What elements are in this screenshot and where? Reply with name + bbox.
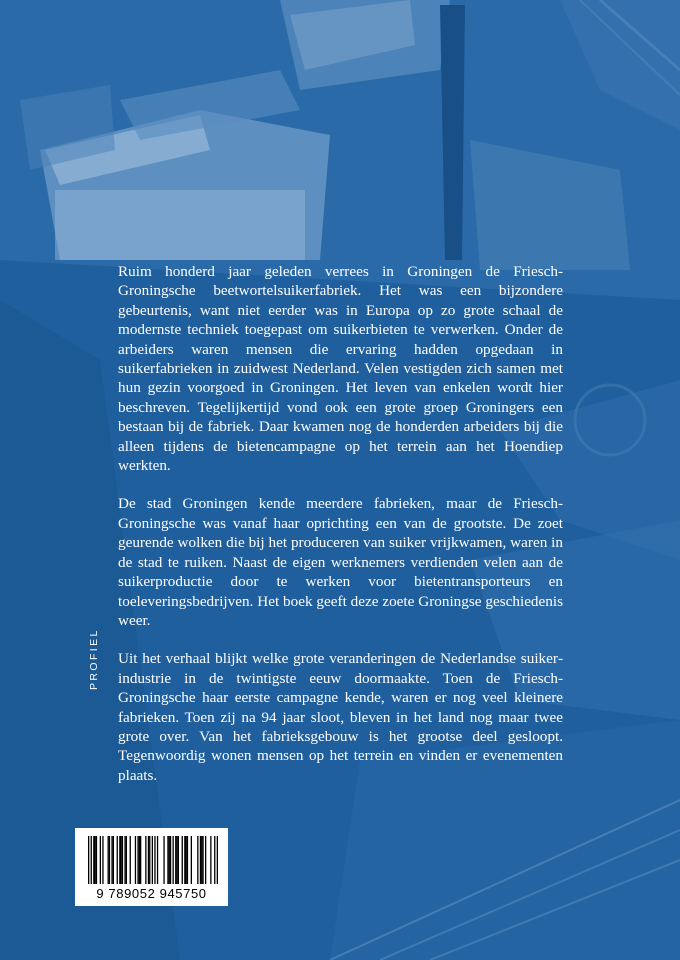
barcode-bar [205,836,206,884]
barcode-bar [173,836,174,884]
barcode-bar [152,836,153,884]
barcode-bar [163,836,164,884]
barcode-bar [96,836,97,884]
blurb-paragraph-2: De stad Groningen kende meerdere fabrieken, maar de Friesch-Groningsche was vanaf haar oprichting een van de grootste. De zoet geurende wolken die bij het produceren van suiker vrijkwamen, waren in de stad te ruiken. Naast de eigen werknemers verdienden velen aan de suikerproductie door te werken voor bietentransporteurs en toeleveringsbedrijven. Het boek geeft deze zoete Groningse geschiedenis weer. [118,495,563,629]
barcode-bar [186,836,187,884]
barcode-bar [111,836,112,884]
barcode-bar [170,836,171,884]
barcode-bar [109,836,110,884]
barcode-bar [117,836,118,884]
barcode-bar [154,836,155,884]
barcode-bar [137,836,138,884]
barcode-bar [140,836,141,884]
barcode-bar [121,836,122,884]
barcode-bar [126,836,127,884]
barcode-bar [210,836,211,884]
blurb-paragraph-1: Ruim honderd jaar geleden verrees in Groningen de Friesch-Groningsche beetwortelsuikerfabriek. Het was een bijzondere gebeurtenis, want niet eerder was in Europa op zo grote schaal de modernste techniek toegepast om suikerbieten te verwerken. Onder de arbeiders waren mensen die ervaring hadden opgedaan in suikerfabrieken in zuidwest Nederland. Velen vestigden zich samen met hun gezin voorgoed in Groningen. Het leven van enkelen wordt hier beschreven. Tegelijkertijd vond ook een grote groep Groningers een bestaan bij de fabriek. Daar kwamen nog de honderden arbeiders bij die alleen tijdens de bietencampagne op het terrein aan het Hoendiep werkten. [118,263,563,475]
barcode-bar [214,836,215,884]
barcode-bar [88,836,89,884]
barcode-bar [124,836,125,884]
barcode-bar [139,836,140,884]
barcode-bar [93,836,94,884]
blurb [118,262,563,804]
barcode-bar [119,836,120,884]
barcode-bar [108,836,109,884]
barcode-bar [95,836,96,884]
barcode-bar [202,836,203,884]
barcode-bar [182,836,183,884]
barcode-bar [175,836,176,884]
barcode-bar [113,836,114,884]
barcode-bar [102,836,103,884]
barcode-bar [197,836,198,884]
barcode-bar [200,836,201,884]
barcode-bar [187,836,188,884]
barcode-bar [148,836,149,884]
barcode-bar [130,836,131,884]
blurb-paragraph-3: Uit het verhaal blijkt welke grote veranderingen de Nederlandse suikerindustrie in de twintigste eeuw doormaakte. Toen de Friesch-Groningsche haar eerste campagne kende, waren er nog veel kleinere fabrieken. Toen zij na 94 jaar sloot, bleven in het land nog maar twee grote over. Van het fabrieksgebouw is het grootse deel gesloopt. Tegenwoordig wonen mensen op het terrein en vinden er evenementen plaats. [118,650,563,784]
isbn-barcode [75,828,228,906]
barcode-bar [167,836,168,884]
barcode-bar [100,836,101,884]
barcode-bar [201,836,202,884]
barcode-bar [176,836,177,884]
barcode-bar [135,836,136,884]
isbn-digits: 9 789052 945750 [96,886,207,901]
barcode-bar [191,836,192,884]
barcode-bar [217,836,218,884]
barcode-bar [184,836,185,884]
barcode-bar [157,836,158,884]
barcode-bar [145,836,146,884]
barcode-bar [149,836,150,884]
barcode-bar [178,836,179,884]
barcode-bar [122,836,123,884]
barcode-bar [169,836,170,884]
barcode-bar [91,836,92,884]
publisher-imprint: PROFIEL [88,628,100,690]
